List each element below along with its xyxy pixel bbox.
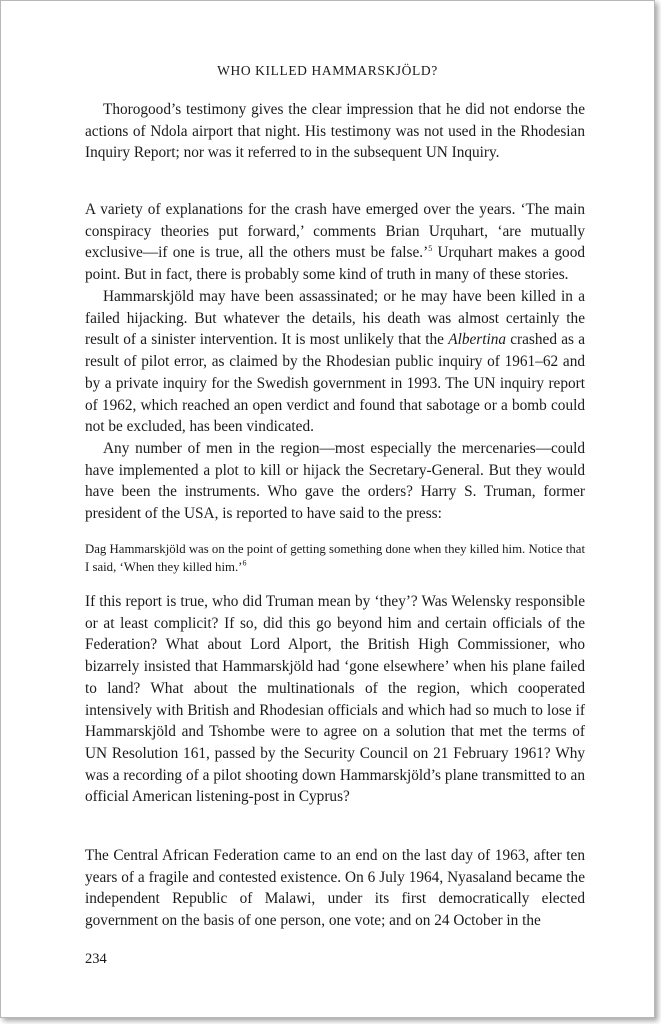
paragraph-text: A variety of explanations for the crash have emerged over the years. ‘The main conspiracy theories put forward,’ comments Brian Urquhart, ‘are mutually exclusive—if one is true, all the others must be false.’ [85, 201, 585, 262]
paragraph-text: The Central African Federation came to an end on the last day of 1963, after ten years of a fragile and contested existence. On 6 July 1964, Nyasaland became the independent Republic of Malawi, under its first democratically elected government on the basis of one person, one vote; and on 24 October in the [85, 847, 585, 930]
paragraph-explanations [85, 199, 585, 286]
paragraph-text-cont: crashed as a result of pilot error, as claimed by the Rhodesian public inquiry of 1961–62 and by a private inquiry for the Swedish government in 1993. The UN inquiry report of 1962, which reached an open verdict and found that sabotage or a bomb could not be excluded, has been vindicated. [85, 331, 585, 436]
paragraph-text: If this report is true, who did Truman mean by ‘they’? Was Welensky responsible or at least complicit? If so, did this go beyond him and certain officials of the Federation? What about Lord Alport, the British High Commissioner, who bizarrely insisted that Hammarskjöld had ‘gone elsewhere’ when his plane failed to land? What about the multinationals of the region, which cooperated intensively with British and Rhodesian officials and which had so much to lose if Hammarskjöld and Tshombe were to agree on a solution that met the terms of UN Resolution 161, passed by the Security Council on 21 February 1961? Why was a recording of a pilot shooting down Hammarskjöld’s plane transmitted to an official American listening-post in Cyprus? [85, 593, 585, 806]
paragraph-text: Hammarskjöld may have been assassinated; or he may have been killed in a failed hijacking. But whatever the details, his death was almost certainly the result of a sinister intervention. It is most unlikely that the [85, 288, 585, 349]
running-header: WHO KILLED HAMMARSKJÖLD? [217, 63, 438, 78]
paragraph-assassination [85, 286, 585, 438]
block-quote-truman [85, 540, 585, 576]
quote-text: Dag Hammarskjöld was on the point of getting something done when they killed him. Notice that I said, ‘When they killed him.’ [85, 542, 585, 574]
paragraph-text: Any number of men in the region—most especially the mercenaries—could have implemented a plot to kill or hijack the Secretary-General. But they would have been the instruments. Who gave the orders? Harry S. Truman, former president of the USA, is reported to have said to the press: [85, 440, 585, 523]
paragraph-federation-end [85, 845, 585, 932]
paragraph-text: Thorogood’s testimony gives the clear impression that he did not endorse the actions of Ndola airport that night. His testimony was not used in the Rhodesian Inquiry Report; nor was it referred to in the subsequent UN Inquiry. [85, 101, 585, 162]
page-number: 234 [85, 951, 107, 967]
aircraft-name: Albertina [448, 331, 507, 349]
paragraph-thorogood [85, 99, 585, 164]
footnote-ref: 6 [242, 558, 247, 568]
paragraph-they [85, 591, 585, 808]
paragraph-text-cont: Urquhart makes a good point. But in fact, there is probably some kind of truth in many of these stories. [85, 244, 585, 284]
paragraph-instruments [85, 438, 585, 525]
footnote-ref: 5 [428, 244, 433, 254]
